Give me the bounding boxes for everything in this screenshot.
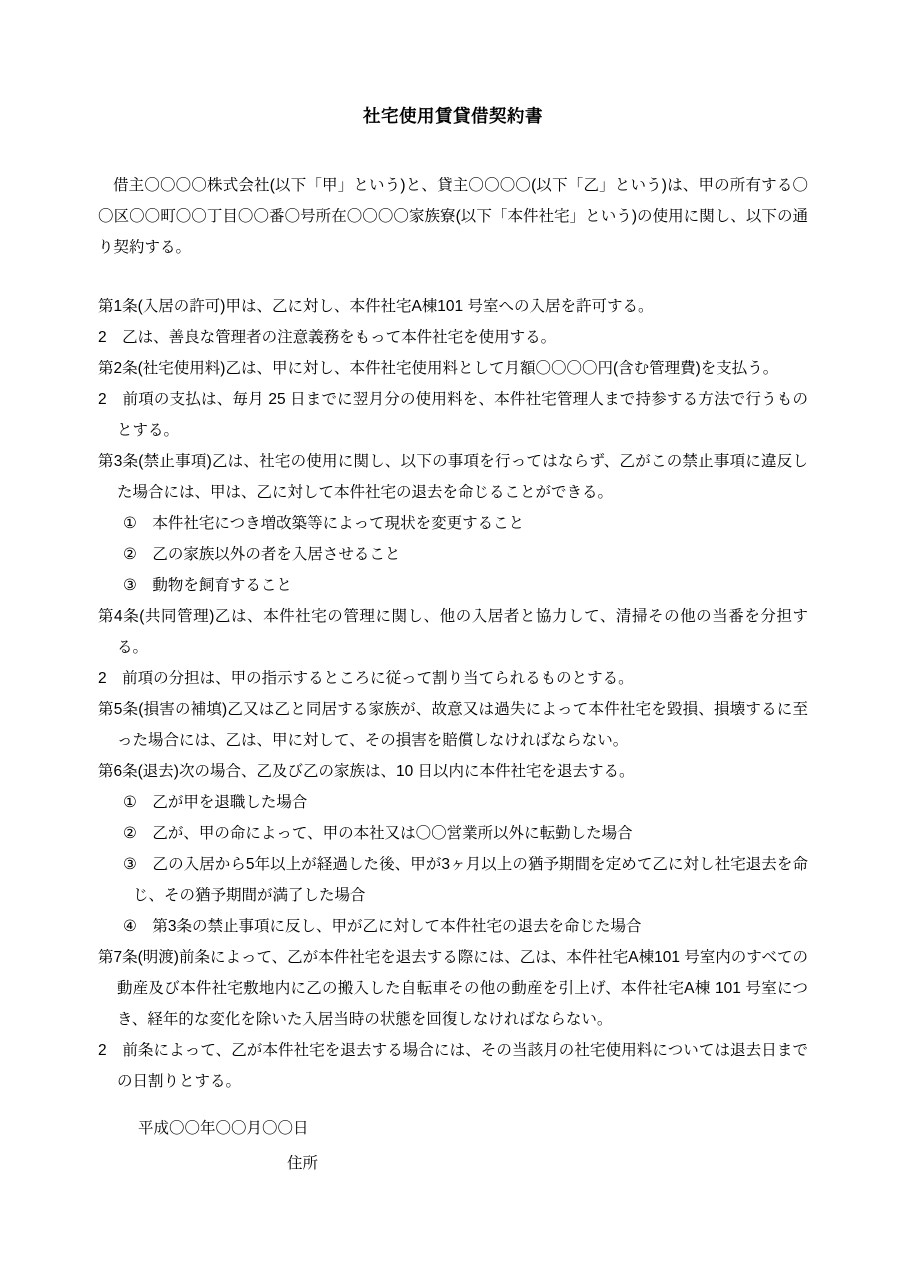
article-6-item-3: ③ 乙の入居から5年以上が経過した後、甲が3ヶ月以上の猶予期間を定めて乙に対し社宅退去を命じ、その猶予期間が満了した場合: [123, 856, 808, 904]
document-title: 社宅使用賃貸借契約書: [363, 106, 543, 126]
article-4-sub-2: 2 前項の分担は、甲の指示するところに従って割り当てられるものとする。: [98, 670, 634, 687]
contract-date-line: 平成〇〇年〇〇月〇〇日: [138, 1120, 309, 1137]
article-6-item-1: ① 乙が甲を退職した場合: [123, 794, 308, 811]
intro-paragraph: 借主〇〇〇〇株式会社(以下「甲」という)と、貸主〇〇〇〇(以下「乙」という)は、甲の所有する〇〇区〇〇町〇〇丁目〇〇番〇号所在〇〇〇〇家族寮(以下「本件社宅」という)の使用に関し、以下の通り契約する。: [98, 177, 808, 256]
article-6-item-2: ② 乙が、甲の命によって、甲の本社又は〇〇営業所以外に転勤した場合: [123, 825, 633, 842]
address-label: 住所: [287, 1155, 319, 1172]
article-1: 第1条(入居の許可)甲は、乙に対し、本件社宅A棟101 号室への入居を許可する。: [98, 298, 654, 315]
article-7: 第7条(明渡)前条によって、乙が本件社宅を退去する際には、乙は、本件社宅A棟101 号室内のすべての動産及び本件社宅敷地内に乙の搬入した自転車その他の動産を引上げ、本件社宅A棟 101 号室につき、経年的な変化を除いた入居当時の状態を回復しなければならない。: [98, 949, 808, 1028]
article-1-sub-2: 2 乙は、善良な管理者の注意義務をもって本件社宅を使用する。: [98, 329, 557, 346]
article-5: 第5条(損害の補填)乙又は乙と同居する家族が、故意又は過失によって本件社宅を毀損、損壊するに至った場合には、乙は、甲に対して、その損害を賠償しなければならない。: [98, 701, 808, 749]
article-4: 第4条(共同管理)乙は、本件社宅の管理に関し、他の入居者と協力して、清掃その他の当番を分担する。: [98, 608, 808, 656]
article-6-item-4: ④ 第3条の禁止事項に反し、甲が乙に対して本件社宅の退去を命じた場合: [123, 918, 642, 935]
article-6: 第6条(退去)次の場合、乙及び乙の家族は、10 日以内に本件社宅を退去する。: [98, 763, 635, 780]
article-3-item-1: ① 本件社宅につき増改築等によって現状を変更すること: [123, 515, 525, 532]
article-2-sub-2: 2 前項の支払は、毎月 25 日までに翌月分の使用料を、本件社宅管理人まで持参する方法で行うものとする。: [98, 391, 808, 439]
closing-section: [98, 1113, 808, 1179]
article-7-sub-2: 2 前条によって、乙が本件社宅を退去する場合には、その当該月の社宅使用料については退去日までの日割りとする。: [98, 1042, 808, 1090]
document-body: [98, 170, 808, 1179]
article-3-item-3: ③ 動物を飼育すること: [123, 577, 292, 594]
article-3-item-2: ② 乙の家族以外の者を入居させること: [123, 546, 401, 563]
article-3: 第3条(禁止事項)乙は、社宅の使用に関し、以下の事項を行ってはならず、乙がこの禁止事項に違反した場合には、甲は、乙に対して本件社宅の退去を命じることができる。: [98, 453, 808, 501]
article-2: 第2条(社宅使用料)乙は、甲に対し、本件社宅使用料として月額〇〇〇〇円(含む管理費)を支払う。: [98, 360, 779, 377]
articles-section: [98, 291, 808, 1097]
